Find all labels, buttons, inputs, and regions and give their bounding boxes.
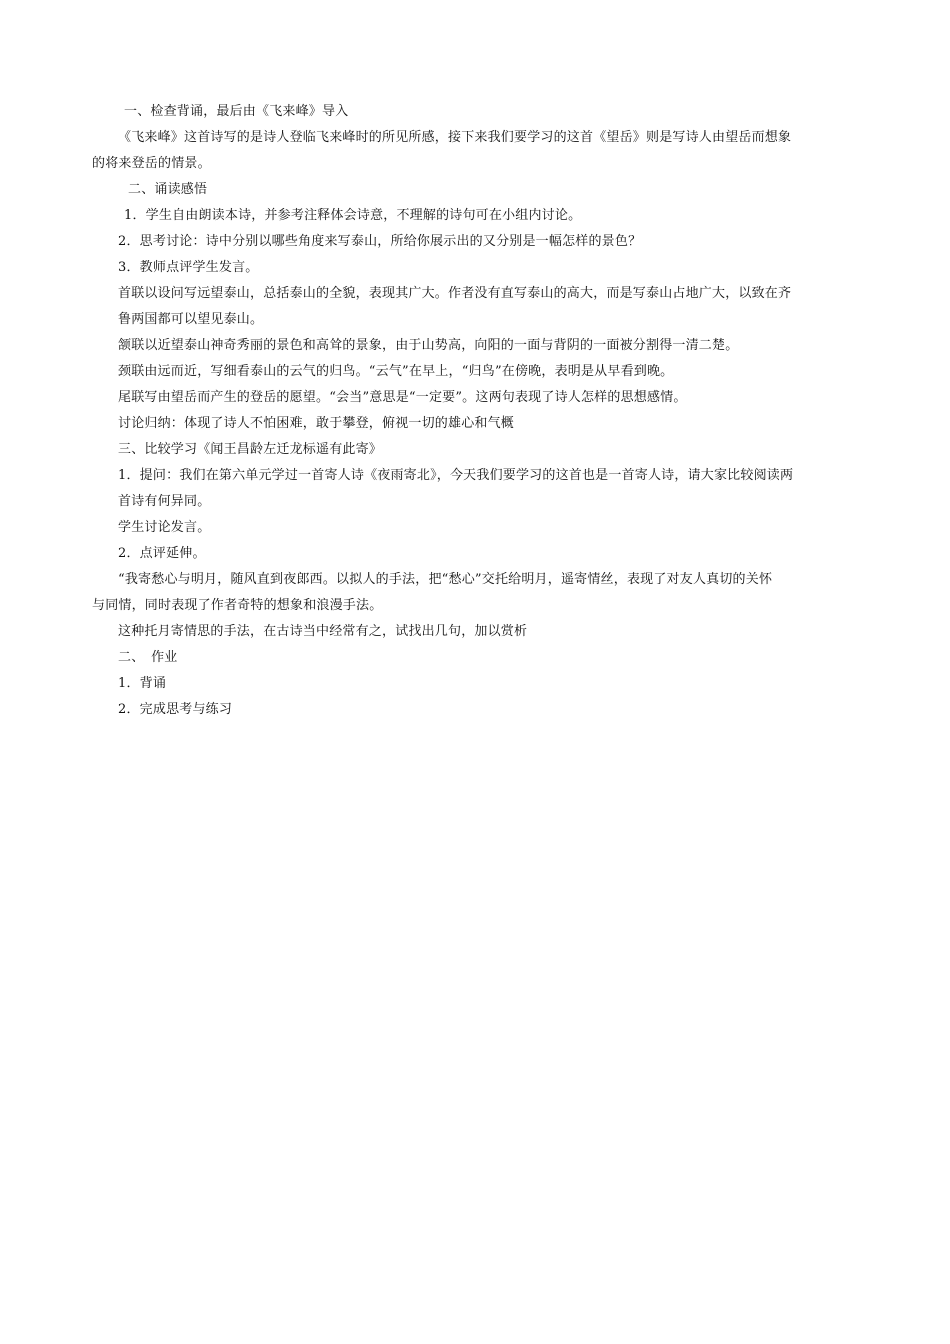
section-heading-reading: 二、诵读感悟 (128, 182, 208, 197)
list-item-recite: 1．背诵 (118, 676, 167, 691)
paragraph-intro-line-2: 的将来登岳的情景。 (92, 156, 211, 171)
paragraph-last-couplet: 尾联写由望岳而产生的登岳的愿望。“会当”意思是“一定要”。这两句表现了诗人怎样的思想感情。 (118, 390, 687, 405)
paragraph-first-couplet-line-2: 鲁两国都可以望见泰山。 (118, 312, 264, 327)
list-item-question-line-2: 首诗有何异同。 (118, 494, 211, 509)
section-heading-review: 一、检查背诵，最后由《飞来峰》导入 (124, 104, 349, 119)
section-heading-homework: 二、 作业 (118, 650, 178, 665)
paragraph-technique: 这种托月寄情思的手法，在古诗当中经常有之，试找出几句，加以赏析 (118, 624, 528, 639)
paragraph-second-couplet: 颔联以近望泰山神奇秀丽的景色和高耸的景象，由于山势高，向阳的一面与背阴的一面被分割得一清二楚。 (118, 338, 739, 353)
list-item-read-aloud: 1．学生自由朗读本诗，并参考注释体会诗意，不理解的诗句可在小组内讨论。 (124, 208, 582, 223)
paragraph-analysis-line-1: “我寄愁心与明月，随风直到夜郎西。以拟人的手法，把“愁心”交托给明月，遥寄情丝，表现了对友人真切的关怀 (118, 572, 773, 587)
paragraph-summary: 讨论归纳：体现了诗人不怕困难，敢于攀登，俯视一切的雄心和气概 (118, 416, 515, 431)
paragraph-analysis-line-2: 与同情，同时表现了作者奇特的想象和浪漫手法。 (92, 598, 383, 613)
list-item-exercises: 2．完成思考与练习 (118, 702, 233, 717)
paragraph-first-couplet-line-1: 首联以设问写远望泰山，总括泰山的全貌，表现其广大。作者没有直写泰山的高大，而是写泰山占地广大，以致在齐 (118, 286, 792, 301)
list-item-teacher-comment: 3．教师点评学生发言。 (118, 260, 259, 275)
paragraph-third-couplet: 颈联由远而近，写细看泰山的云气的归鸟。“云气”在早上，“归鸟”在傍晚，表明是从早看到晚。 (118, 364, 674, 379)
paragraph-student-discussion: 学生讨论发言。 (118, 520, 211, 535)
section-heading-comparison: 三、比较学习《闻王昌龄左迁龙标遥有此寄》 (118, 442, 383, 457)
list-item-comment-extend: 2．点评延伸。 (118, 546, 206, 561)
list-item-question-line-1: 1．提问：我们在第六单元学过一首寄人诗《夜雨寄北》，今天我们要学习的这首也是一首寄人诗，请大家比较阅读两 (118, 468, 794, 483)
paragraph-intro-line-1: 《飞来峰》这首诗写的是诗人登临飞来峰时的所见所感，接下来我们要学习的这首《望岳》则是写诗人由望岳而想象 (118, 130, 792, 145)
list-item-discussion: 2．思考讨论：诗中分别以哪些角度来写泰山，所给你展示出的又分别是一幅怎样的景色？ (118, 234, 642, 249)
